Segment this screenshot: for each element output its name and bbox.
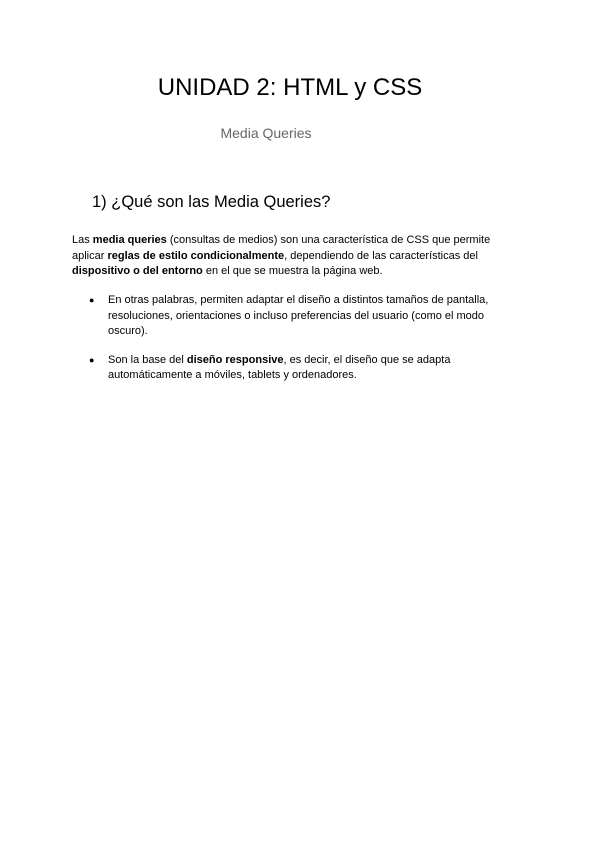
intro-text: Las [72,234,93,246]
section-heading: 1) ¿Qué son las Media Queries? [92,193,331,211]
bullet-text-run: Son la base del [108,353,187,366]
bullet-bold-term: diseño responsive [186,353,284,366]
bullet-text-run: En otras palabras, permiten adaptar el diseño a distintos tamaños de pantalla, resoluciones, orientaciones o incluso preferencias del usuario (como el modo oscuro). [108,294,489,337]
intro-paragraph [72,233,512,280]
bullet-text [108,293,508,340]
intro-text: (consultas de medios) son una característica de CSS que permite aplicar [72,234,491,262]
intro-bold-term: media queries [92,234,167,246]
intro-bold-term: reglas de estilo condicionalmente [107,249,285,262]
document-subtitle: Media Queries [220,125,312,141]
bullet-text [108,353,508,384]
bullet-text-run: , es decir, el diseño que se adapta automáticamente a móviles, tablets y ordenadores. [108,353,451,381]
intro-bold-term: dispositivo o del entorno [72,265,203,277]
intro-text: , dependiendo de las características del [284,249,478,262]
bullet-dot-icon: ● [89,295,95,305]
bullet-item [72,293,532,340]
document-title: UNIDAD 2: HTML y CSS [157,74,423,101]
intro-text: en el que se muestra la página web. [202,265,383,277]
bullet-item [72,353,532,384]
bullet-dot-icon: ● [89,354,95,365]
bullet-list [72,293,532,397]
